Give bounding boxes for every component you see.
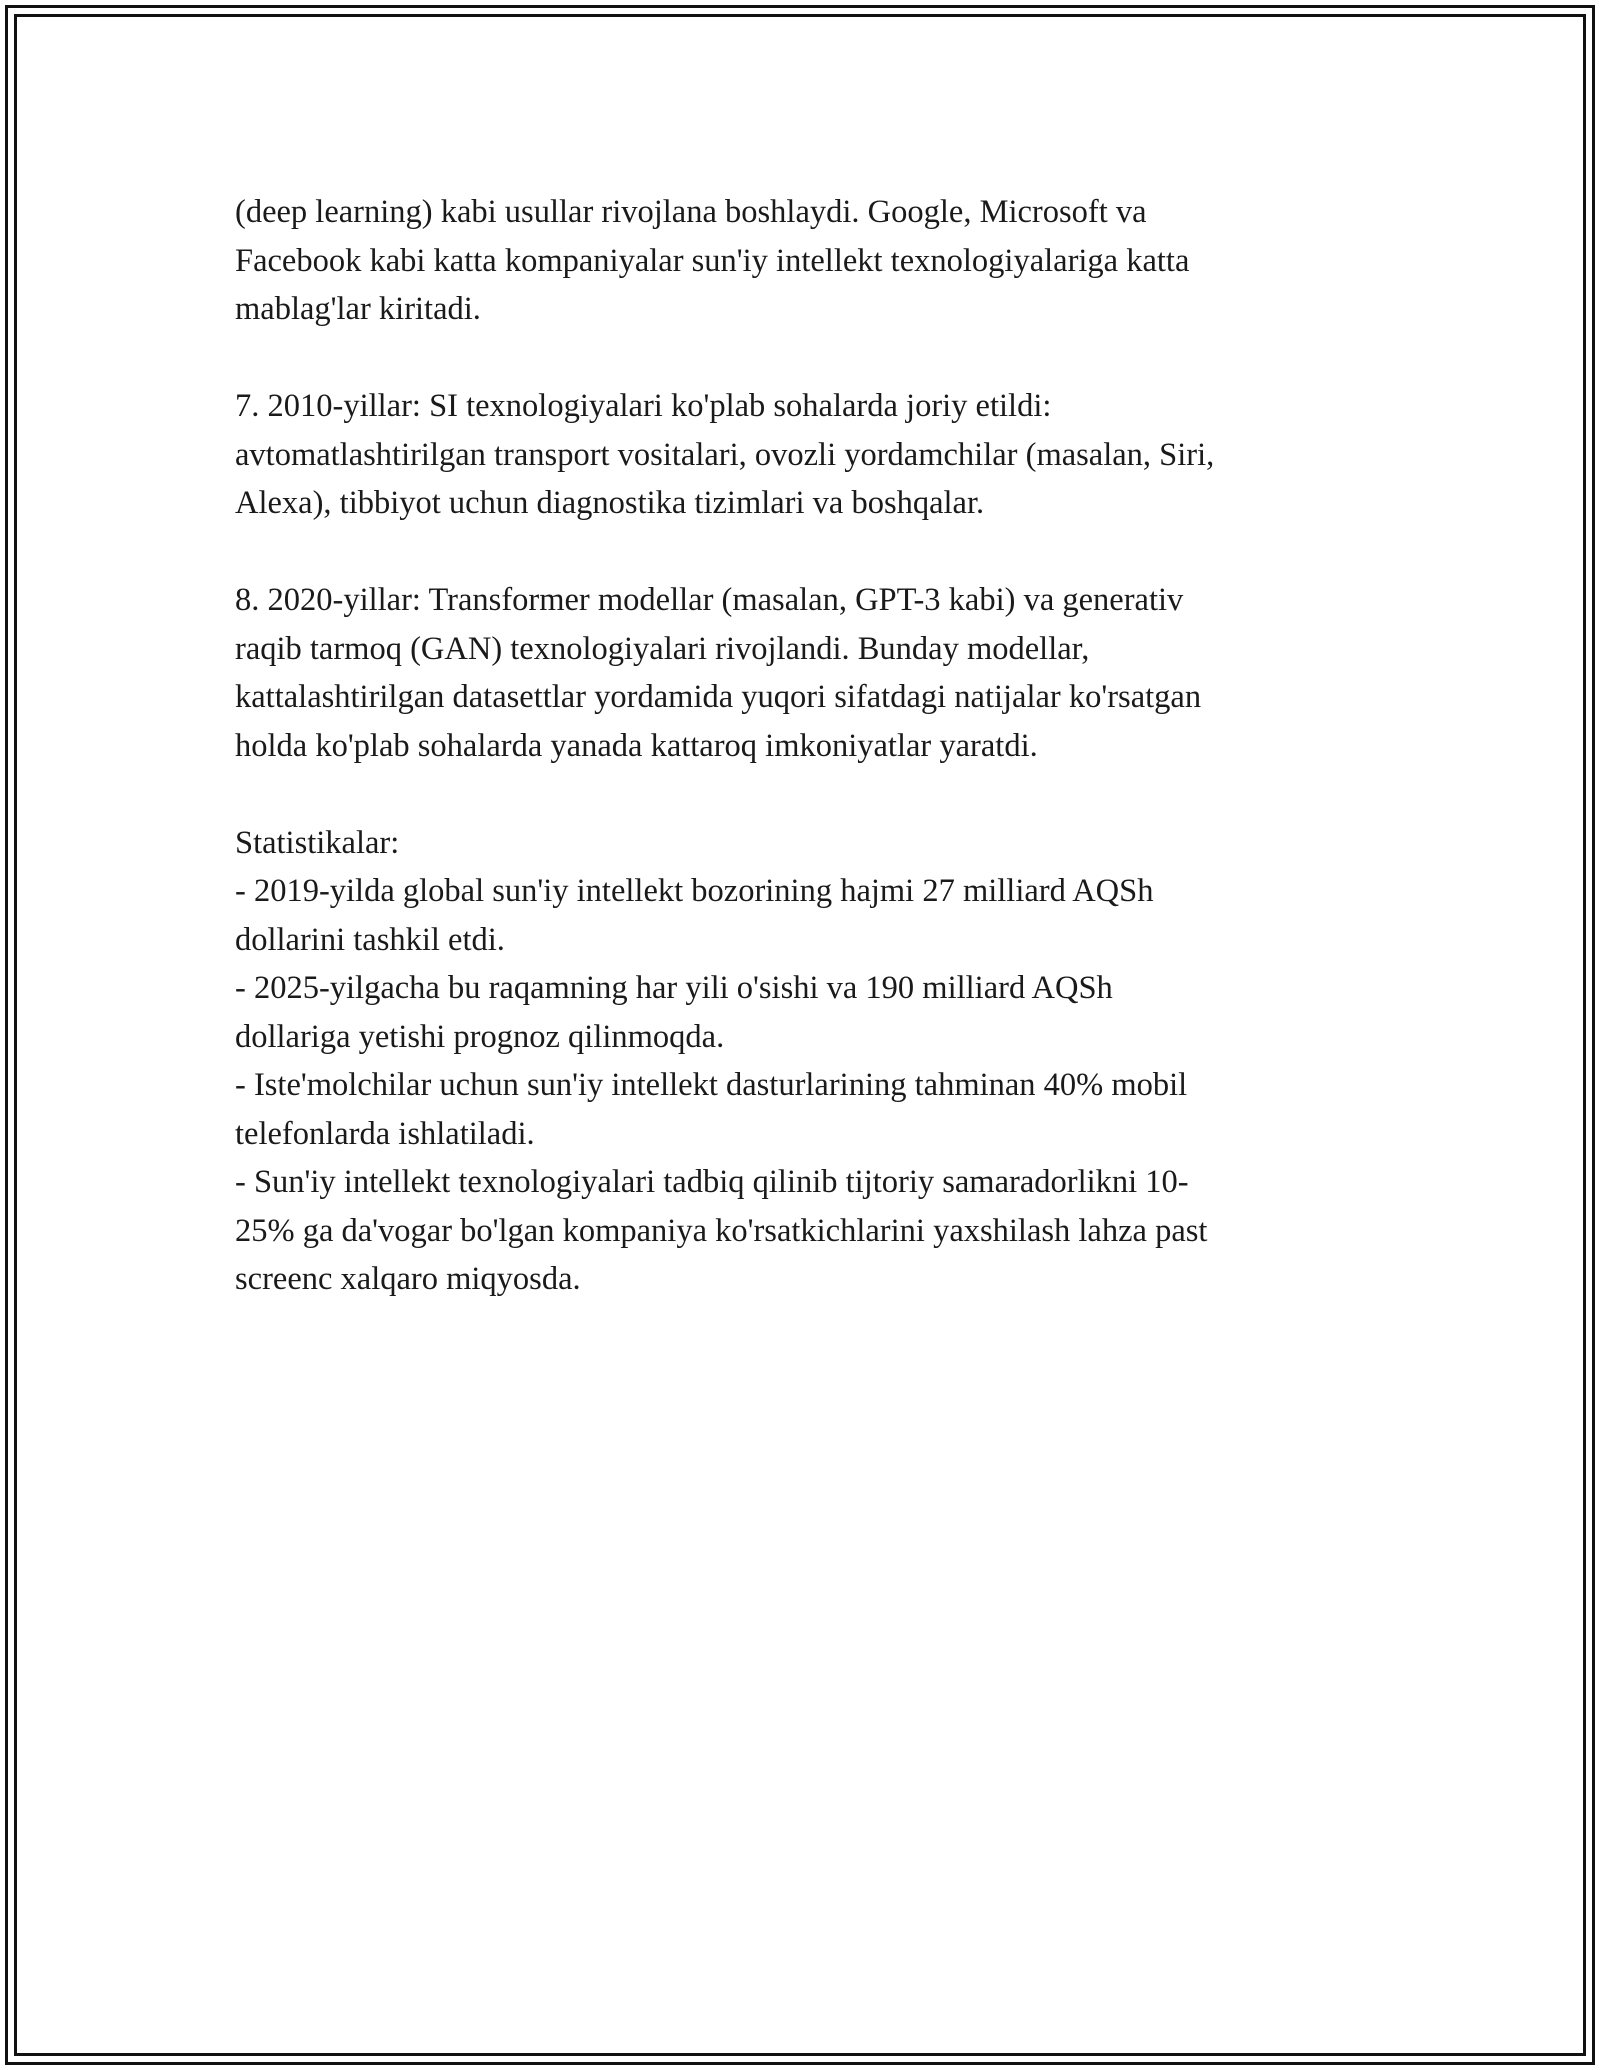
stat-item-efficiency: - Sun'iy intellekt texnologiyalari tadbiq qilinib tijtoriy samaradorlikni 10- 25% ga da'vogar bo'lgan kompaniya ko'rsatkichlarini yaxshilash lahza past screenc xalqaro miqyosda. (235, 1164, 1208, 1297)
paragraph-2010s: 7. 2010-yillar: SI texnologiyalari ko'plab sohalarda joriy etildi: avtomatlashtirilgan transport vositalari, ovozli yordamchilar (masalan, Siri, Alexa), tibbiyot uchun diagnostika tizimlari va boshqalar. (235, 388, 1215, 521)
statistics-heading: Statistikalar: (235, 824, 400, 861)
paragraph-deep-learning: (deep learning) kabi usullar rivojlana boshlaydi. Google, Microsoft va Facebook kabi katta kompaniyalar sun'iy intellekt texnologiyalariga katta mablag'lar kiritadi. (235, 194, 1190, 327)
statistics-section (235, 819, 1365, 1304)
document-body (235, 188, 1365, 1304)
paragraph-2020s: 8. 2020-yillar: Transformer modellar (masalan, GPT-3 kabi) va generativ raqib tarmoq (GAN) texnologiyalari rivojlandi. Bunday modellar, kattalashtirilgan datasettlar yordamida yuqori sifatdagi natijalar ko'rsatgan holda ko'plab sohalarda yanada kattaroq imkoniyatlar yaratdi. (235, 582, 1202, 764)
stat-item-2019: - 2019-yilda global sun'iy intellekt bozorining hajmi 27 milliard AQSh dollarini tashkil etdi. (235, 873, 1154, 958)
stat-item-2025: - 2025-yilgacha bu raqamning har yili o'sishi va 190 milliard AQSh dollariga yetishi prognoz qilinmoqda. (235, 970, 1113, 1055)
stat-item-mobile: - Iste'molchilar uchun sun'iy intellekt dasturlarining tahminan 40% mobil telefonlarda ishlatiladi. (235, 1067, 1188, 1152)
